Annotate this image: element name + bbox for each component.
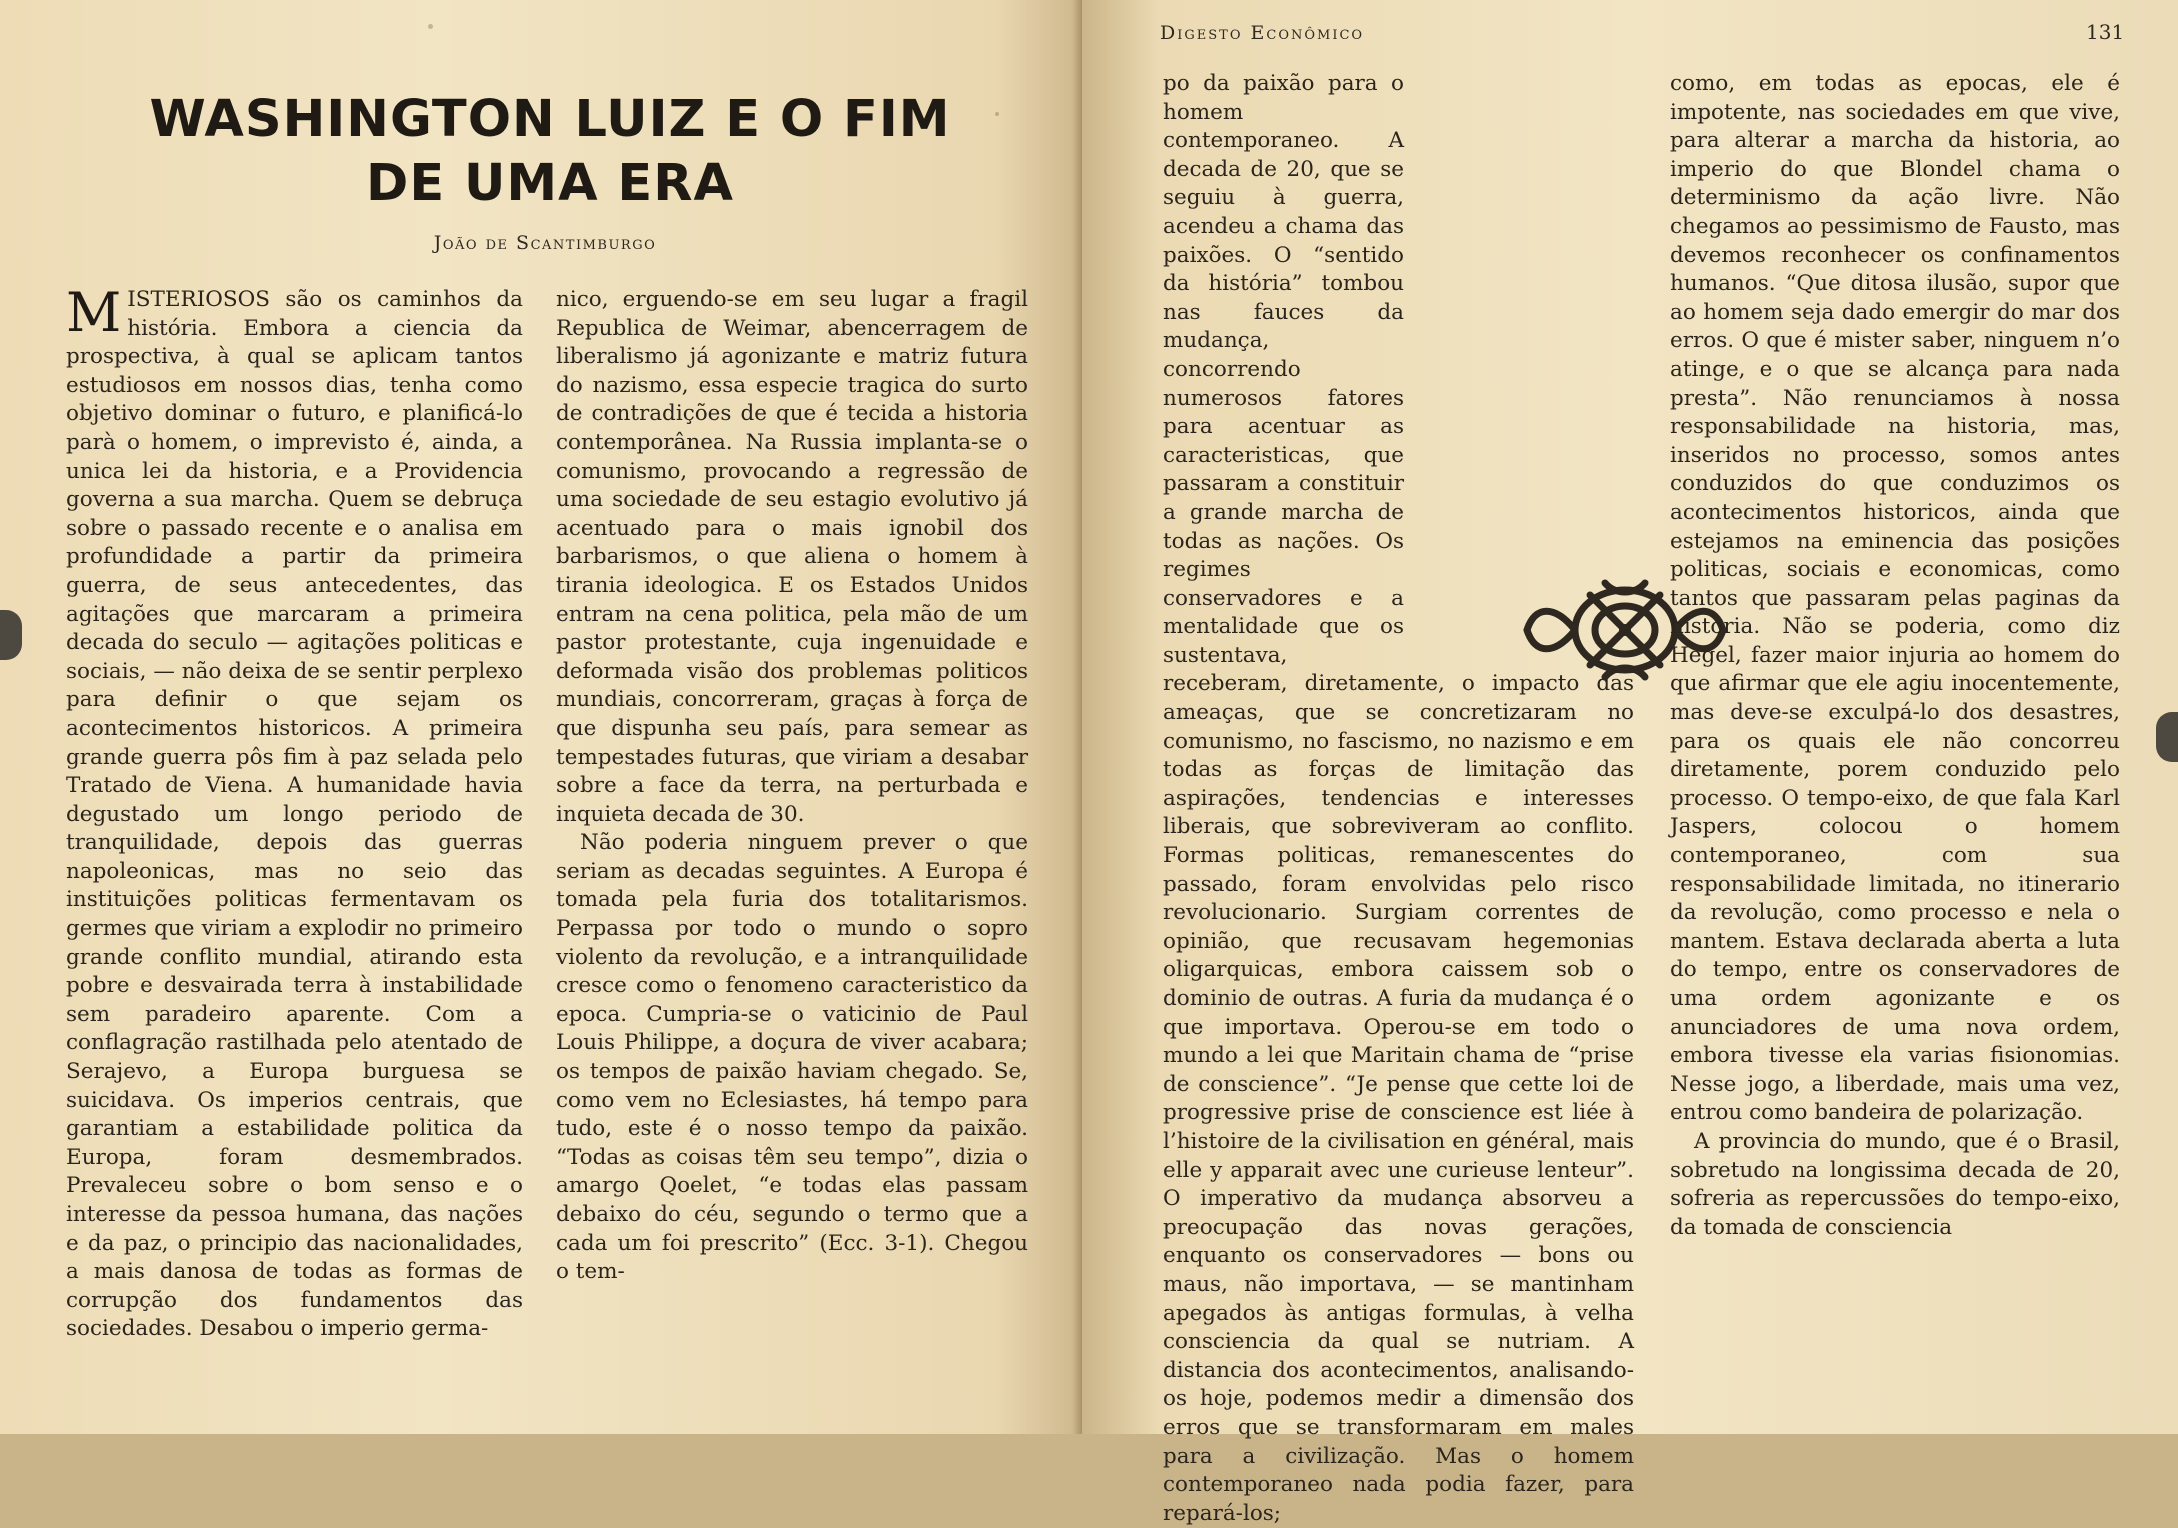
left-column-2: [556, 286, 1028, 1287]
paragraph: como, em todas as epocas, ele é impotente, nas sociedades em que vive, para alterar a marcha da historia, ao imperio do que Blondel chama o determinismo da ação livre. Não chegamos ao pessimismo de Fausto, mas devemos reconhecer os confinamentos humanos. “Que ditosa ilusão, supor que ao homem seja dado emergir do mar dos erros. O que é mister saber, ninguem n’o atinge, e o que se alcança para nada presta”. Não renunciamos à nossa responsabilidade na historia, mas, inseridos no processo, somos antes conduzidos do que conduzimos os acontecimentos historicos, ainda que estejamos na eminencia das posições politicas, sociais e economicas, como tantos que passaram pelas paginas da historia. Não se poderia, como diz Hegel, fazer maior injuria ao homem do que afirmar que ele agiu inocentemente, mas deve-se exculpá-lo dos desastres, para os quais ele não concorreu diretamente, porem conduzido pelo processo. O tempo-eixo, de que fala Karl Jaspers, colocou o homem contemporaneo, com sua responsabilidade limitada, no itinerario da revolução, como processo e nela o mantem. Estava declarada aberta a luta do tempo, entre os conservadores de uma ordem agonizante e os anunciadores de uma nova ordem, embora tivesse ela varias fisionomias. Nesse jogo, a liberdade, mais uma vez, entrou como bandeira de polarização.: [1670, 71, 2120, 1126]
paragraph-text: po da paixão para o homem contemporaneo. A decada de 20, que se seguiu à guerra, acendeu a chama das paixões. O “sentido da história” tombou nas fauces da mudança, concorrendo numerosos fatores para acentuar as caracteristicas, que passaram a constituir a grande marcha de todas as nações. Os regimes conservadores e a mentalidade que os sustentava, receberam, diretamente, o impacto das ameaças, que se concretizaram no comunismo, no fascismo, no nazismo e em todas as forças de limitação das aspirações, tendencias e interesses liberais, que sobreviveram ao conflito. Formas politicas, remanescentes do passado, foram envolvidas pelo risco revolucionario. Surgiam correntes de opinião, que recusavam hegemonias oligarquicas, embora caissem sob o dominio de outras. A furia da mudança é o que importava. Operou-se em todo o mundo a lei que Maritain chama de “prise de conscience”. “Je pense que cette loi de progressive prise de conscience est liée à l’histoire de la civilisation en général, mais elle y apparait avec une curieuse lenteur”. O imperativo da mudança absorveu a preocupação das novas gerações, enquanto os conservadores — bons ou maus, não importava, — se mantinham apegados às antigas formulas, à velha consciencia da qual se nutriam. A distancia dos acontecimentos, analisando-os hoje, podemos medir a dimensão dos erros que se transformaram em males para a civilização. Mas o homem contemporaneo nada podia fazer, para repará-los;: [1163, 71, 1634, 1526]
paragraph: A provincia do mundo, que é o Brasil, sobretudo na longissima decada de 20, sofreria as repercussões do tempo-eixo, da tomada de consciencia: [1670, 1128, 2120, 1240]
binding-tab: [2156, 712, 2178, 762]
running-head: Digesto Econômico: [1160, 22, 1365, 44]
page-number: 131: [2086, 20, 2125, 44]
article-title: WASHINGTON LUIZ E O FIM DE UMA ERA: [149, 90, 951, 213]
right-column-2: [1670, 70, 2120, 1360]
paragraph: [1163, 70, 1634, 1528]
paragraph: [66, 281, 523, 1344]
paper-speck: [428, 24, 433, 29]
right-column-1: [1163, 70, 1634, 1526]
binding-tab: [0, 610, 22, 660]
left-column-1: [66, 281, 523, 1344]
article-author: João de Scantimburgo: [433, 232, 657, 254]
paragraph-text: ISTERIOSOS são os caminhos da história. Embora a ciencia da prospectiva, à qual se aplicam tantos estudiosos em nossos dias, tenha como objetivo dominar o futuro, e planificá-lo parà o homem, o imprevisto é, ainda, a unica lei da historia, e a Providencia governa a sua marcha. Quem se debruça sobre o passado recente e o analisa em profundidade a partir da primeira guerra, de seus antecedentes, das agitações que marcaram a primeira decada do seculo — agitações politicas e sociais, — não deixa de se sentir perplexo para definir o que sejam os acontecimentos historicos. A primeira grande guerra pôs fim à paz selada pelo Tratado de Viena. A humanidade havia degustado um longo periodo de tranquilidade, depois das guerras napoleonicas, mas no seio das instituições politicas fermentavam os germes que viriam a explodir no primeiro grande conflito mundial, atirando esta pobre e desvairada terra à instabilidade sem paradeiro aparente. Com a conflagração rastilhada pelo atentado de Serajevo, a Europa burguesa se suicidava. Os imperios centrais, que garantiam a estabilidade politica da Europa, foram desmembrados. Prevaleceu sobre o bom senso e o interesse da pessoa humana, das nações e da paz, o principio das nacionalidades, a mais danosa de todas as formas de corrupção dos fundamentos das sociedades. Desabou o imperio germa-: [66, 287, 523, 1342]
paragraph: Não poderia ninguem prever o que seriam as decadas seguintes. A Europa é tomada pela furia dos totalitarismos. Perpassa por todo o mundo o sopro violento da revolução, e a intranquilidade cresce como o fenomeno caracteristico da epoca. Cumpria-se o vaticinio de Paul Louis Philippe, a doçura de viver acabara; os tempos de paixão haviam chegado. Se, como vem no Eclesiastes, há tempo para tudo, este é o nosso tempo da paixão. “Todas as coisas têm seu tempo”, dizia o amargo Qoelet, “e todas elas passam debaixo do céu, segundo o termo que a cada um foi prescrito” (Ecc. 3-1). Chegou o tem-: [556, 830, 1028, 1285]
paper-speck: [995, 112, 999, 116]
paragraph: nico, erguendo-se em seu lugar a fragil Republica de Weimar, abencerragem de liberalismo já agonizante e matriz futura do nazismo, essa especie tragica do surto de contradições de que é tecida a historia contemporânea. Na Russia implanta-se o comunismo, provocando a regressão de uma sociedade de seu estagio evolutivo já acentuado para o mais ignobil dos barbarismos, o que aliena o homem à tirania ideologica. E os Estados Unidos entram na cena politica, pela mão de um pastor protestante, cuja ingenuidade e deformada visão dos problemas politicos mundiais, concorreram, graças à força de que dispunha seu país, para semear as tempestades futuras, que viriam a desabar sobre a face da terra, na perturbada e inquieta decada de 30.: [556, 287, 1028, 827]
left-page: [0, 0, 1082, 1434]
drop-cap: M: [66, 281, 122, 344]
